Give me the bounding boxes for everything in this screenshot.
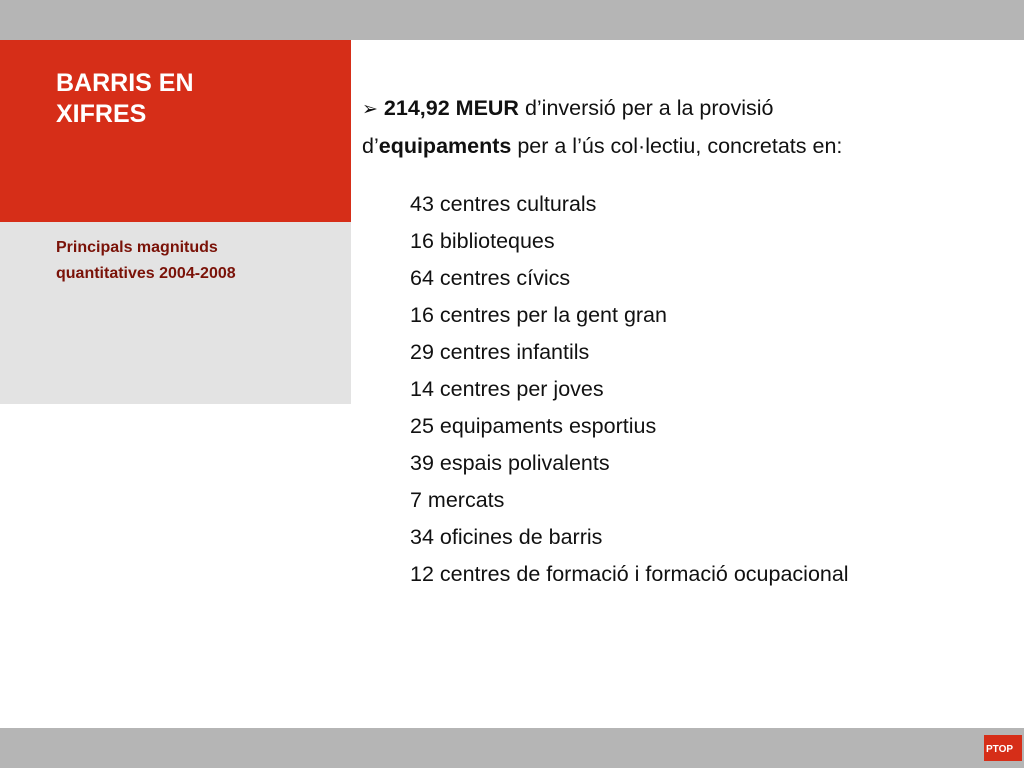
top-bar bbox=[0, 0, 1024, 40]
list-item: 39 espais polivalents bbox=[410, 451, 610, 475]
list-item: 25 equipaments esportius bbox=[410, 414, 657, 438]
intro-text-3: per a l’ús col·lectiu, concretats en: bbox=[511, 134, 843, 158]
page-title: BARRIS EN XIFRES bbox=[56, 69, 194, 128]
intro-paragraph bbox=[362, 90, 1002, 165]
page-subtitle: Principals magnituds quantitatives 2004-2008 bbox=[56, 239, 236, 282]
logo-text: PTOP bbox=[986, 744, 1014, 755]
list-item: 7 mercats bbox=[410, 488, 505, 512]
title-block bbox=[0, 40, 351, 222]
intro-text-2: d’ bbox=[362, 134, 379, 158]
investment-amount: 214,92 MEUR bbox=[383, 96, 519, 120]
ptop-logo-mark bbox=[985, 741, 1021, 755]
list-item: 16 centres per la gent gran bbox=[410, 303, 667, 327]
list-item: 16 biblioteques bbox=[410, 229, 555, 253]
subtitle-block bbox=[0, 222, 351, 404]
arrow-bullet-icon: ➢ bbox=[362, 99, 378, 120]
intro-text-1: d’inversió per a la provisió bbox=[518, 96, 774, 120]
list-item: 34 oficines de barris bbox=[410, 525, 603, 549]
intro-emphasis: equipaments bbox=[378, 134, 512, 158]
ptop-logo bbox=[984, 735, 1022, 761]
list-item: 29 centres infantils bbox=[410, 340, 590, 364]
list-item: 14 centres per joves bbox=[410, 377, 604, 401]
main-content bbox=[362, 90, 1002, 593]
facilities-list bbox=[410, 186, 1002, 593]
bottom-bar bbox=[0, 728, 1024, 768]
list-item: 64 centres cívics bbox=[410, 266, 571, 290]
list-item: 12 centres de formació i formació ocupacional bbox=[410, 562, 849, 586]
list-item: 43 centres culturals bbox=[410, 192, 597, 216]
